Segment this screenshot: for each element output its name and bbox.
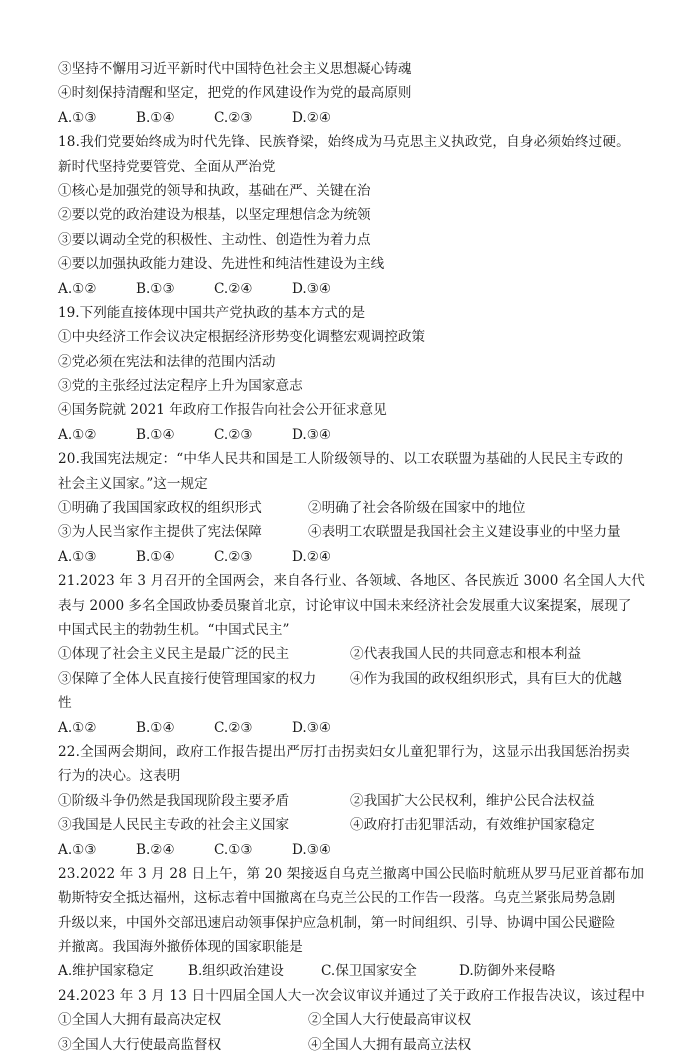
q21-option-2: ②代表我国人民的共同意志和根本利益 <box>350 646 582 663</box>
q24-options-row-2 <box>58 1033 648 1057</box>
q22-options-row-2 <box>58 813 648 837</box>
exam-page <box>58 57 648 1057</box>
q22-choice-a: A.①③ <box>58 841 97 858</box>
q20-options-row-2 <box>58 520 648 544</box>
q24-option-1: ①全国人大拥有最高决定权 <box>58 1012 222 1029</box>
q22-option-2: ②我国扩大公民权利，维护公民合法权益 <box>350 792 595 809</box>
q20-answer-choices <box>58 545 648 569</box>
q20-option-1: ①明确了我国国家政权的组织形式 <box>58 500 262 517</box>
q23-stem-line-2: 勒斯特安全抵达福州，这标志着中国撤离在乌克兰公民的工作告一段落。乌克兰紧张局势急剧 <box>58 890 616 907</box>
q23-choice-d: D.防御外来侵略 <box>459 963 556 980</box>
q20-choice-a: A.①③ <box>58 548 97 565</box>
q21-stem-line-2: 表与 2000 多名全国政协委员聚首北京，讨论审议中国未来经济社会发展重大议案提案，展现了 <box>58 597 632 614</box>
q21-choice-a: A.①② <box>58 719 97 736</box>
q20-option-2: ②明确了社会各阶级在国家中的地位 <box>308 500 526 517</box>
q22-stem-line-1: 22.全国两会期间，政府工作报告提出严厉打击拐卖妇女儿童犯罪行为，这显示出我国惩治拐卖 <box>58 743 630 760</box>
q19-option-3: ③党的主张经过法定程序上升为国家意志 <box>58 378 303 395</box>
q17-choice-a: A.①③ <box>58 109 97 126</box>
q22-stem-line-2: 行为的决心。这表明 <box>58 768 181 785</box>
q18-stem-line-1: 18.我们党要始终成为时代先锋、民族脊梁，始终成为马克思主义执政党，自身必须始终过硬。 <box>58 134 630 151</box>
q19-answer-choices <box>58 423 648 447</box>
q19-choice-d: D.③④ <box>292 426 332 443</box>
q17-option-4: ④时刻保持清醒和坚定，把党的作风建设作为党的最高原则 <box>58 85 412 102</box>
q22-option-1: ①阶级斗争仍然是我国现阶段主要矛盾 <box>58 792 290 809</box>
q21-options-row-2 <box>58 667 648 691</box>
q24-option-2: ②全国人大行使最高审议权 <box>308 1012 472 1029</box>
q22-choice-c: C.①③ <box>214 841 253 858</box>
q23-choice-a: A.维护国家稳定 <box>58 963 154 980</box>
q23-answer-choices <box>58 959 648 983</box>
q21-choice-c: C.②③ <box>214 719 253 736</box>
q20-options-row-1 <box>58 496 648 520</box>
q18-option-2: ②要以党的政治建设为根基，以坚定理想信念为统领 <box>58 207 371 224</box>
q19-choice-b: B.①④ <box>136 426 175 443</box>
q19-option-4: ④国务院就 2021 年政府工作报告向社会公开征求意见 <box>58 402 387 419</box>
q20-option-4: ④表明工农联盟是我国社会主义建设事业的中坚力量 <box>308 524 621 541</box>
q21-option-1: ①体现了社会主义民主是最广泛的民主 <box>58 646 290 663</box>
q20-choice-c: C.②③ <box>214 548 253 565</box>
q20-stem-line-2: 社会主义国家。”这一规定 <box>58 475 208 492</box>
q21-option-4: ④作为我国的政权组织形式，具有巨大的优越 <box>350 670 622 687</box>
q18-option-4: ④要以加强执政能力建设、先进性和纯洁性建设为主线 <box>58 256 385 273</box>
q18-stem-line-2: 新时代坚持党要管党、全面从严治党 <box>58 158 276 175</box>
q17-option-3: ③坚持不懈用习近平新时代中国特色社会主义思想凝心铸魂 <box>58 61 412 77</box>
q18-option-1: ①核心是加强党的领导和执政，基础在严、关键在治 <box>58 182 371 199</box>
q22-option-4: ④政府打击犯罪活动，有效维护国家稳定 <box>350 817 595 834</box>
q20-choice-b: B.①④ <box>136 548 175 565</box>
q22-answer-choices <box>58 838 648 862</box>
q22-choice-d: D.③④ <box>292 841 332 858</box>
q18-choice-c: C.②④ <box>214 280 253 297</box>
q24-stem: 24.2023 年 3 月 13 日十四届全国人大一次会议审议并通过了关于政府工作报告决议，该过程中 <box>58 987 646 1004</box>
q22-option-3: ③我国是人民民主专政的社会主义国家 <box>58 817 290 834</box>
q24-option-4: ④全国人大拥有最高立法权 <box>308 1036 472 1053</box>
q24-options-row-1 <box>58 1008 648 1032</box>
q22-options-row-1 <box>58 789 648 813</box>
q23-stem-line-3: 升级以来，中国外交部迅速启动领事保护应急机制，第一时间组织、引导、协调中国公民避险 <box>58 914 616 931</box>
q17-choice-b: B.①④ <box>136 109 175 126</box>
q21-choice-b: B.①④ <box>136 719 175 736</box>
q21-answer-choices <box>58 716 648 740</box>
q21-options-row-1 <box>58 642 648 666</box>
q18-choice-b: B.①③ <box>136 280 175 297</box>
q23-stem-line-4: 并撤离。我国海外撤侨体现的国家职能是 <box>58 939 303 956</box>
q21-stem-line-1: 21.2023 年 3 月召开的全国两会，来自各行业、各领域、各地区、各民族近 3000 名全国人大代 <box>58 573 645 590</box>
q23-choice-c: C.保卫国家安全 <box>321 963 417 980</box>
q17-choice-d: D.②④ <box>292 109 332 126</box>
q20-choice-d: D.②④ <box>292 548 332 565</box>
q21-option-4-continued: 性 <box>58 695 72 712</box>
q19-option-1: ①中央经济工作会议决定根据经济形势变化调整宏观调控政策 <box>58 329 426 346</box>
q17-answer-choices <box>58 106 648 130</box>
q24-option-3: ③全国人大行使最高监督权 <box>58 1036 222 1053</box>
q20-stem-line-1: 20.我国宪法规定：“中华人民共和国是工人阶级领导的、以工农联盟为基础的人民民主专政的 <box>58 451 624 468</box>
q21-choice-d: D.③④ <box>292 719 332 736</box>
q18-choice-d: D.③④ <box>292 280 332 297</box>
q23-choice-b: B.组织政治建设 <box>188 963 284 980</box>
q19-option-2: ②党必须在宪法和法律的范围内活动 <box>58 353 276 370</box>
q17-choice-c: C.②③ <box>214 109 253 126</box>
q19-choice-a: A.①② <box>58 426 97 443</box>
q18-option-3: ③要以调动全党的积极性、主动性、创造性为着力点 <box>58 231 371 248</box>
q19-choice-c: C.②③ <box>214 426 253 443</box>
q18-answer-choices <box>58 277 648 301</box>
q20-option-3: ③为人民当家作主提供了宪法保障 <box>58 524 262 541</box>
q21-stem-line-3: 中国式民主的勃勃生机。“中国式民主” <box>58 621 290 638</box>
q23-stem-line-1: 23.2022 年 3 月 28 日上午，第 20 架接返自乌克兰撤离中国公民临时航班从罗马尼亚首都布加 <box>58 865 645 882</box>
q18-choice-a: A.①② <box>58 280 97 297</box>
q21-option-3: ③保障了全体人民直接行使管理国家的权力 <box>58 670 317 687</box>
q22-choice-b: B.②④ <box>136 841 175 858</box>
q19-stem: 19.下列能直接体现中国共产党执政的基本方式的是 <box>58 304 366 321</box>
